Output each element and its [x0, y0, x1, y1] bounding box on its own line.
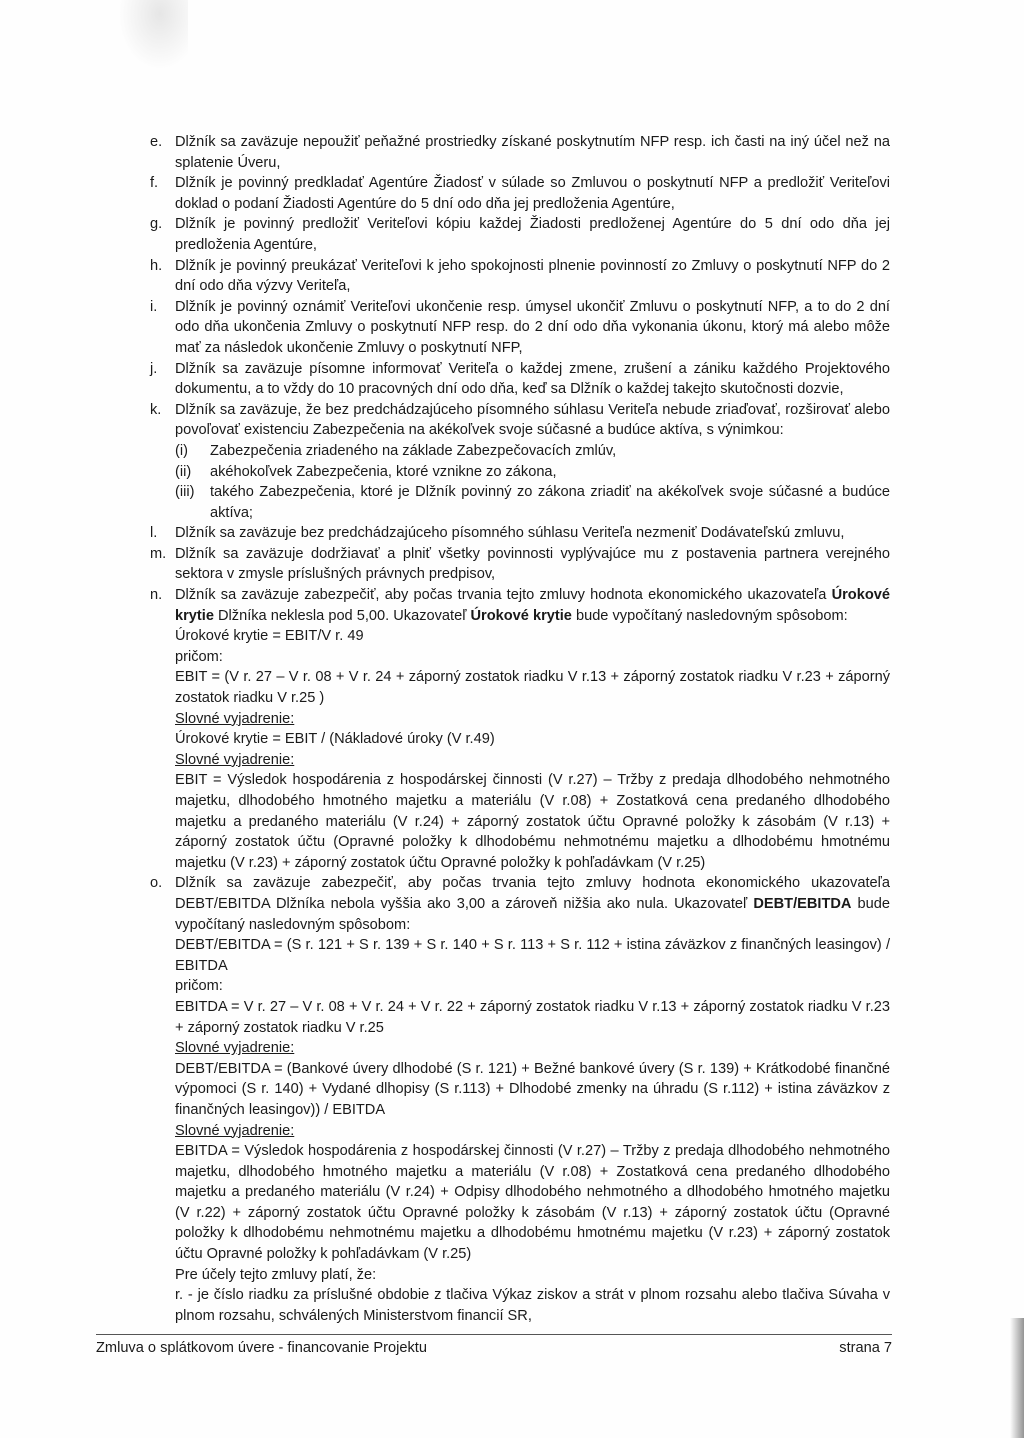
ebit-definition: EBIT = (V r. 27 – V r. 08 + V r. 24 + záporný zostatok riadku V r.13 + záporný zostatok riadku V r.23 + záporný zostatok riadku V r.25 ) — [175, 669, 890, 707]
clause-label: i. — [150, 298, 158, 315]
formula-line: DEBT/EBITDA = (S r. 121 + S r. 139 + S r. 140 + S r. 113 + S r. 112 + istina záväzkov z finančných leasingov) / EBITDA — [175, 937, 890, 974]
subclause-label: (i) — [175, 442, 188, 459]
clause-text: Dlžník sa zaväzuje nepoužiť peňažné prostriedky získané poskytnutím NFP resp. ich časti na iný účel než na splatenie Úveru, — [175, 134, 890, 171]
clause-text: Dlžník sa zaväzuje dodržiavať a plniť všetky povinnosti vyplývajúce mu z postavenia partnera verejného sektora v zmysle príslušných právnych predpisov, — [175, 545, 890, 583]
clause-label: e. — [150, 134, 163, 150]
slovne-heading: Slovné vyjadrenie: — [175, 1040, 295, 1057]
slovne-text: DEBT/EBITDA = (Bankové úvery dlhodobé (S r. 121) + Bežné bankové úvery (S r. 139) + Krátkodobé finančné výpomoci (S r. 140) + Vydané dlhopisy (S r.113) + Dlhodobé zmenky na úhradu (S r.112) + istina záväzkov z finančných leasingov)) / EBITDA — [175, 1060, 890, 1118]
clause-l — [150, 523, 890, 544]
document-body — [150, 132, 890, 1326]
clause-label: m. — [150, 545, 167, 562]
clause-label: j. — [150, 360, 158, 377]
slovne-text: EBIT = Výsledok hospodárenia z hospodárskej činnosti (V r.27) – Tržby z predaja dlhodobého nehmotného majetku, dlhodobého hmotného majetku a materiálu (V r.08) + Zostatková cena predaného dlhodobého majetku a predaného materiálu (V r.24) + záporný zostatok účtu Opravné položky k zásobám (V r.13) + záporný zostatok účtu (Opravné položky k dlhodobému nehmotnému majetku a dlhodobému hmotnému majetku (V r.23) + záporný zostatok účtu Opravné položky k pohľadávkam (V r.25) — [175, 772, 890, 871]
subclause-text: takého Zabezpečenia, ktoré je Dlžník povinný zo zákona zriadiť na akékoľvek svoje súčasné a budúce aktíva; — [210, 484, 890, 521]
clause-text: Dlžník sa zaväzuje písomne informovať Veriteľa o každej zmene, zrušení a zániku každého Projektového dokumentu, a to vždy do 10 pracovných dní odo dňa, keď sa Dlžník o každej takejto skutočnosti dozvie, — [175, 360, 890, 398]
clause-label: f. — [150, 175, 159, 192]
pricom-label: pričom: — [175, 978, 223, 995]
footer-title: Zmluva o splátkovom úvere - financovanie Projektu — [96, 1340, 427, 1356]
clause-i — [150, 297, 890, 359]
clause-text: Dlžník je povinný predkladať Agentúre Žiadosť v súlade so Zmluvou o poskytnutí NFP a predložiť Veriteľovi doklad o podaní Žiadosti Agentúre do 5 dní odo dňa jej predloženia Agentúre, — [175, 175, 890, 212]
clause-j — [150, 359, 890, 400]
clause-label: k. — [150, 401, 162, 418]
clause-text: Dlžník sa zaväzuje zabezpečiť, aby počas trvania tejto zmluvy hodnota ekonomického ukazovateľa Úrokové krytie Dlžníka neklesla pod 5,00. Ukazovateľ Úrokové krytie bude vypočítaný nasledovným spôsobom: — [175, 587, 890, 624]
clause-body — [175, 873, 890, 1326]
subclause-label: (ii) — [175, 463, 192, 480]
clause-k — [150, 400, 890, 524]
slovne-text: EBITDA = Výsledok hospodárenia z hospodárskej činnosti (V r.27) – Tržby z predaja dlhodobého nehmotného majetku, dlhodobého hmotného majetku a materiálu (V r.08) + Zostatková cena predaného dlhodobého majetku a predaného materiálu (V r.24) + Odpisy dlhodobého nehmotného a dlhodobého hmotného majetku (V r.22) + záporný zostatok účtu Opravné položky k zásobám (V r.13) + záporný zostatok účtu (Opravné položky k dlhodobému nehmotnému majetku a dlhodobému hmotnému majetku (V r.23) + záporný zostatok účtu Opravné položky k pohľadávkam (V r.25) — [175, 1143, 890, 1263]
slovne-text: Úrokové krytie = EBIT / (Nákladové úroky (V r.49) — [175, 731, 495, 748]
clause-n — [150, 585, 890, 873]
clause-body — [175, 400, 890, 524]
clause-text: Dlžník sa zaväzuje zabezpečiť, aby počas trvania tejto zmluvy hodnota ekonomického ukazovateľa DEBT/EBITDA Dlžníka nebola vyššia ako 3,00 a zároveň nižšia ako nula. Ukazovateľ DEBT/EBITDA bude vypočítaný nasledovným spôsobom: — [175, 875, 890, 933]
clause-f — [150, 173, 890, 214]
clause-text: Dlžník je povinný oznámiť Veriteľovi ukončenie resp. úmysel ukončiť Zmluvu o poskytnutí NFP, a to do 2 dní odo dňa ukončenia Zmluvy o poskytnutí NFP resp. do 2 dní odo dňa vykonania úkonu, ktorý má alebo môže mať za následok ukončenie Zmluvy o poskytnutí NFP, — [175, 298, 890, 356]
bold-term: DEBT/EBITDA — [753, 895, 852, 912]
clause-label: n. — [150, 587, 163, 604]
clause-e — [150, 132, 890, 173]
clause-text: Dlžník je povinný predložiť Veriteľovi kópiu každej Žiadosti predloženej Agentúre do 5 dní odo dňa jej predloženia Agentúre, — [175, 216, 890, 253]
slovne-heading: Slovné vyjadrenie: — [175, 751, 295, 768]
clause-h — [150, 256, 890, 297]
scan-artifact — [118, 0, 188, 70]
subclause-i — [175, 441, 890, 462]
scan-edge-artifact — [1010, 1318, 1024, 1438]
subclause-text: Zabezpečenia zriadeného na základe Zabezpečovacích zmlúv, — [210, 442, 617, 459]
clause-label: h. — [150, 257, 163, 274]
ebitda-definition: EBITDA = V r. 27 – V r. 08 + V r. 24 + V r. 22 + záporný zostatok riadku V r.13 + záporný zostatok riadku V r.23 + záporný zostatok riadku V r.25 — [175, 998, 890, 1036]
clause-text: Dlžník je povinný preukázať Veriteľovi k jeho spokojnosti plnenie povinností zo Zmluvy o poskytnutí NFP do 2 dní odo dňa výzvy Veriteľa, — [175, 257, 890, 295]
subclause-iii — [175, 482, 890, 523]
clause-label: l. — [150, 525, 158, 542]
bold-term: Úrokové krytie — [175, 587, 890, 624]
pricom-label: pričom: — [175, 648, 223, 665]
clause-g — [150, 214, 890, 255]
clause-o — [150, 873, 890, 1326]
subclause-label: (iii) — [175, 484, 195, 501]
clause-text: Dlžník sa zaväzuje, že bez predchádzajúceho písomného súhlasu Veriteľa nebude zriaďovať, rozširovať alebo povoľovať existenciu Zabezpečenia na akékoľvek svoje súčasné a budúce aktíva, s výnimkou: — [175, 401, 890, 439]
clause-label: o. — [150, 875, 163, 892]
subclause-text: akéhokoľvek Zabezpečenia, ktoré vznikne zo zákona, — [210, 463, 557, 480]
formula-line: Úrokové krytie = EBIT/V r. 49 — [175, 628, 364, 645]
clause-text: Dlžník sa zaväzuje bez predchádzajúceho písomného súhlasu Veriteľa nezmeniť Dodávateľskú zmluvu, — [175, 525, 845, 542]
clause-label: g. — [150, 216, 163, 233]
page-footer — [96, 1334, 892, 1356]
slovne-heading: Slovné vyjadrenie: — [175, 710, 295, 727]
subclause-ii — [175, 462, 890, 483]
clause-m — [150, 544, 890, 585]
bold-term: Úrokové krytie — [470, 607, 572, 624]
definition-text: r. - je číslo riadku za príslušné obdobie z tlačiva Výkaz ziskov a strát v plnom rozsahu alebo tlačiva Súvaha v plnom rozsahu, schválených Ministerstvom financií SR, — [175, 1287, 890, 1324]
clause-body — [175, 585, 890, 873]
pre-ucely-text: Pre účely tejto zmluvy platí, že: — [175, 1266, 377, 1283]
slovne-heading: Slovné vyjadrenie: — [175, 1122, 295, 1139]
page-number: strana 7 — [839, 1340, 892, 1356]
